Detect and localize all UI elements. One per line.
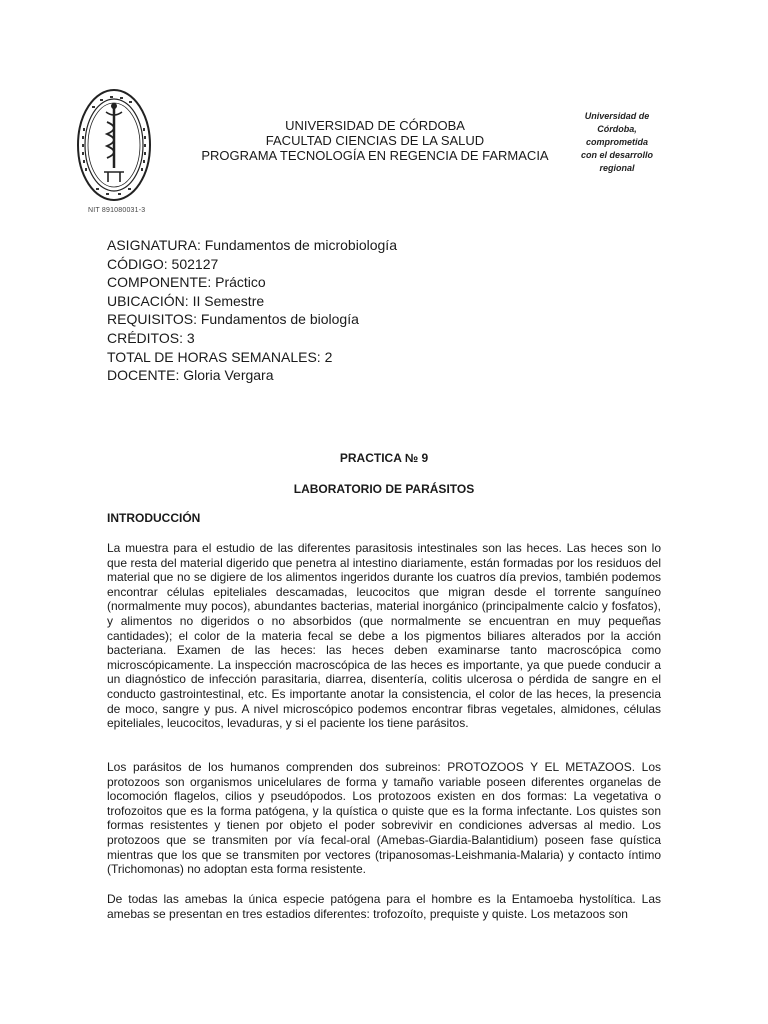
body-paragraph: Los parásitos de los humanos comprenden dos subreinos: PROTOZOOS Y EL METAZOOS. Los protozoos son organismos unicelulares de forma y tamaño variable poseen diferentes organelas de locomoción flagelos, cilios y pseudópodos. Los protozoos existen en dos formas: La vegetativa o trofozoitos que es la forma patógena, y la quística o quiste que es la forma infectante. Los quistes son formas resistentes y tienen por objeto el poder sobrevivir en condiciones adversas al medio. Los protozoos que se transmiten por vía fecal-oral (Amebas-Giardia-Balantidium) poseen fase quística mientras que los que se transmiten por vectores (tripanosomas-Leishmania-Malaria) y contacto íntimo (Trichomonas) no adoptan esta forma resistente. xyxy=(107,760,661,877)
motto-line: Córdoba, xyxy=(597,124,637,134)
motto-line: comprometida xyxy=(585,137,648,147)
institution-header xyxy=(180,118,570,163)
course-credits: CRÉDITOS: 3 xyxy=(107,329,195,346)
motto-line: regional xyxy=(599,163,635,173)
course-component: COMPONENTE: Práctico xyxy=(107,274,266,291)
course-teacher: DOCENTE: Gloria Vergara xyxy=(107,367,274,384)
practice-title: LABORATORIO DE PARÁSITOS xyxy=(293,482,475,496)
institution-motto xyxy=(574,110,660,175)
course-location: UBICACIÓN: II Semestre xyxy=(107,292,265,309)
course-requirements: REQUISITOS: Fundamentos de biología xyxy=(107,311,359,328)
course-subject: ASIGNATURA: Fundamentos de microbiología xyxy=(107,237,397,253)
course-info xyxy=(107,236,397,385)
university-name: UNIVERSIDAD DE CÓRDOBA xyxy=(285,118,465,133)
university-seal-logo xyxy=(76,88,152,202)
section-heading: INTRODUCCIÓN xyxy=(107,511,201,525)
course-code: CÓDIGO: 502127 xyxy=(107,255,219,272)
body-paragraph: La muestra para el estudio de las diferentes parasitosis intestinales son las heces. Las heces son lo que resta del material digerido que penetra al intestino diariamente, están formadas por los residuos del material que no se digiere de los alimentos ingeridos durante los cuatros día previos, también podemos encontrar células epiteliales descamadas, leucocitos que migran desde el torrente sanguíneo (normalmente muy pocos), abundantes bacterias, material inorgánico (principalmente calcio y fosfatos), y alimentos no digeridos o no absorbidos (que normalmente se encuentran en muy pequeñas cantidades); el color de la materia fecal se debe a los pigmentos biliares alterados por la acción bacteriana. Examen de las heces: las heces deben examinarse tanto macroscópica como microscópicamente. La inspección macroscópica de las heces es importante, ya que puede conducir a un diagnóstico de infección parasitaria, diarrea, disentería, colitis ulcerosa o pérdida de sangre en el conducto gastrointestinal, etc. Es importante anotar la consistencia, el color de las heces, la presencia de moco, sangre y pus. A nivel microscópico podemos encontrar fibras vegetales, almidones, células epiteliales, leucocitos, levaduras, y si el paciente los tiene parásitos. xyxy=(107,541,661,731)
nit-number: NIT 891080031-3 xyxy=(88,207,146,214)
faculty-name: FACULTAD CIENCIAS DE LA SALUD xyxy=(265,133,485,148)
course-weekly-hours: TOTAL DE HORAS SEMANALES: 2 xyxy=(107,348,333,365)
body-paragraph: De todas las amebas la única especie patógena para el hombre es la Entamoeba hystolítica. Las amebas se presentan en tres estadios diferentes: trofozoíto, prequiste y quiste. Los metazoos son xyxy=(107,892,661,921)
motto-line: Universidad de xyxy=(584,111,650,121)
practice-number: PRACTICA № 9 xyxy=(339,451,429,465)
motto-line: con el desarrollo xyxy=(580,150,654,160)
program-name: PROGRAMA TECNOLOGÍA EN REGENCIA DE FARMACIA xyxy=(201,148,549,163)
